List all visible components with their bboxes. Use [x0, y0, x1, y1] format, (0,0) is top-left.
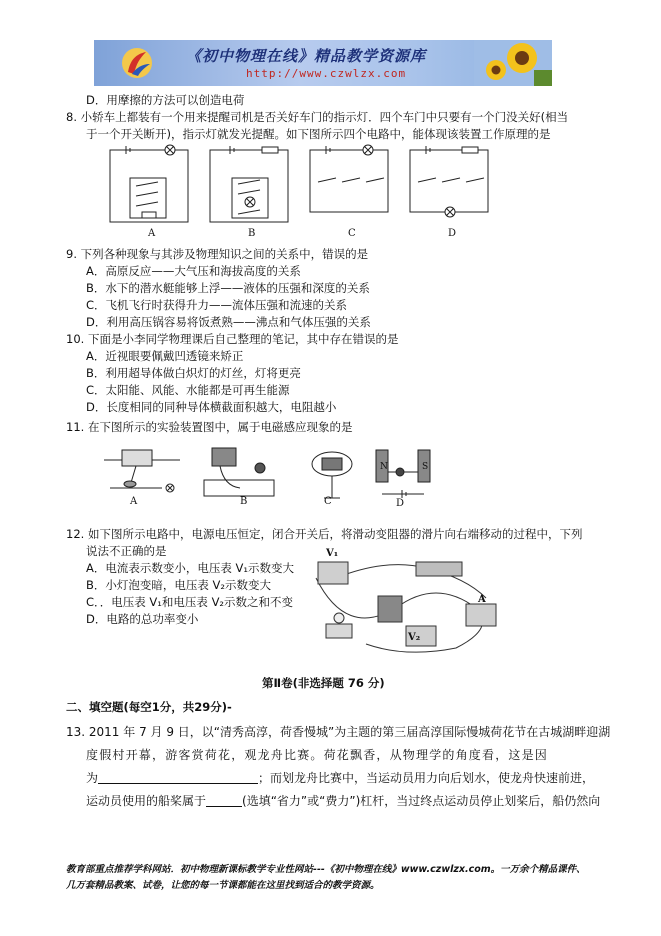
- q10-option-a: A．近视眼要佩戴凹透镜来矫正: [86, 349, 244, 363]
- q11-pole-s: S: [422, 462, 429, 472]
- q12-option-c: C．．电压表 V₁和电压表 V₂示数之和不变: [86, 595, 294, 609]
- banner-url[interactable]: http://www.czwlzx.com: [246, 67, 407, 80]
- q9-option-c: C．飞机飞行时获得升力——流体压强和流速的关系: [86, 298, 348, 312]
- q13-blank-2[interactable]: [206, 794, 242, 807]
- q10-option-d: D．长度相同的同种导体横截面积越大，电阻越小: [86, 400, 337, 414]
- q12-circuit-figure: [306, 548, 506, 660]
- q13-line3-suffix: ；而划龙舟比赛中，当运动员用力向后划水，使龙舟快速前进，: [258, 771, 595, 785]
- q11-pole-n: N: [380, 462, 388, 472]
- q9-option-a: A．高原反应——大气压和海拔高度的关系: [86, 264, 301, 278]
- q10-option-b: B．利用超导体做白炽灯的灯丝，灯将更亮: [86, 366, 301, 380]
- footer-line1: 教育部重点推荐学科网站．初中物理新课标教学专业性网站---《初中物理在线》www.czwlzx.com。一万余个精品课件、: [66, 864, 586, 875]
- section2-title: 二、填空题(每空1分，共29分)-: [66, 700, 232, 714]
- q11-label-b: B: [240, 496, 248, 507]
- q13-stem-line3: [86, 768, 594, 788]
- q9-option-d: D．利用高压锅容易将饭煮熟——沸点和气体压强的关系: [86, 315, 371, 329]
- q13-stem-line4: [86, 791, 600, 811]
- q8-stem-line1: 8. 小轿车上都装有一个用来提醒司机是否关好车门的指示灯．四个车门中只要有一个门没关好(相当: [66, 110, 569, 124]
- q8-circuits-svg: [106, 140, 526, 232]
- q8-label-a: A: [148, 228, 156, 239]
- header-banner: [94, 40, 552, 86]
- q12-label-a: A: [478, 594, 486, 605]
- q11-label-c: C: [324, 496, 332, 507]
- q12-option-b: B．小灯泡变暗，电压表 V₂示数变大: [86, 578, 272, 592]
- q11-stem: 11. 在下图所示的实验装置图中，属于电磁感应现象的是: [66, 420, 353, 434]
- q8-label-b: B: [248, 228, 256, 239]
- q13-line4-prefix: 运动员使用的船桨属于: [86, 794, 207, 808]
- q10-option-c: C．太阳能、风能、水能都是可再生能源: [86, 383, 290, 397]
- q12-stem-line2: 说法不正确的是: [86, 544, 167, 558]
- q8-label-c: C: [348, 228, 356, 239]
- q8-stem-line2: 于一个开关断开)，指示灯就发光提醒。如下图所示四个电路中，能体现该装置工作原理的是: [86, 127, 551, 141]
- q13-line3-prefix: 为: [86, 771, 99, 785]
- q8-circuit-figure: [106, 140, 526, 239]
- footer-line2: 几万套精品教案、试卷，让您的每一节课都能在这里找到适合的教学资源。: [66, 880, 380, 891]
- q7-option-d: D．用摩擦的方法可以创造电荷: [86, 93, 245, 107]
- q9-stem: 9. 下列各种现象与其涉及物理知识之间的关系中，错误的是: [66, 247, 369, 261]
- sunflower-icon: [474, 40, 552, 86]
- q12-label-v1: V₁: [326, 548, 339, 559]
- q12-option-a: A．电流表示数变小，电压表 V₁示数变大: [86, 561, 294, 575]
- q13-stem-line2: 度假村开幕，游客赏荷花，观龙舟比赛。荷花飘香，从物理学的角度看，这是因: [86, 748, 549, 762]
- part2-title: 第Ⅱ卷(非选择题 76 分): [262, 676, 385, 690]
- q11-label-a: A: [130, 496, 138, 507]
- q11-label-d: D: [396, 498, 405, 509]
- site-logo-icon: [120, 46, 154, 80]
- q11-experiment-figure: [100, 440, 450, 508]
- banner-title: 《初中物理在线》精品教学资源库: [186, 47, 427, 65]
- q8-label-d: D: [448, 228, 457, 239]
- q10-stem: 10. 下面是小李同学物理课后自己整理的笔记，其中存在错误的是: [66, 332, 399, 346]
- q12-label-v2: V₂: [408, 632, 421, 643]
- q13-stem-line1: 13. 2011 年 7 月 9 日，以“清秀高淳，荷香慢城”为主题的第三届高淳国际慢城荷花节在古城湖畔迎湖: [66, 725, 611, 739]
- q13-line4-suffix: (选填“省力”或“费力”)杠杆，当过终点运动员停止划桨后，船仍然向: [242, 794, 601, 808]
- q9-option-b: B．水下的潜水艇能够上浮——液体的压强和深度的关系: [86, 281, 370, 295]
- page-footer: [66, 862, 606, 894]
- q12-option-d: D．电路的总功率变小: [86, 612, 199, 626]
- q12-stem-line1: 12. 如下图所示电路中，电源电压恒定，闭合开关后，将滑动变阻器的滑片向右端移动的过程中，下列: [66, 527, 583, 541]
- q13-blank-1[interactable]: [98, 771, 258, 784]
- q12-circuit-svg: [306, 548, 506, 660]
